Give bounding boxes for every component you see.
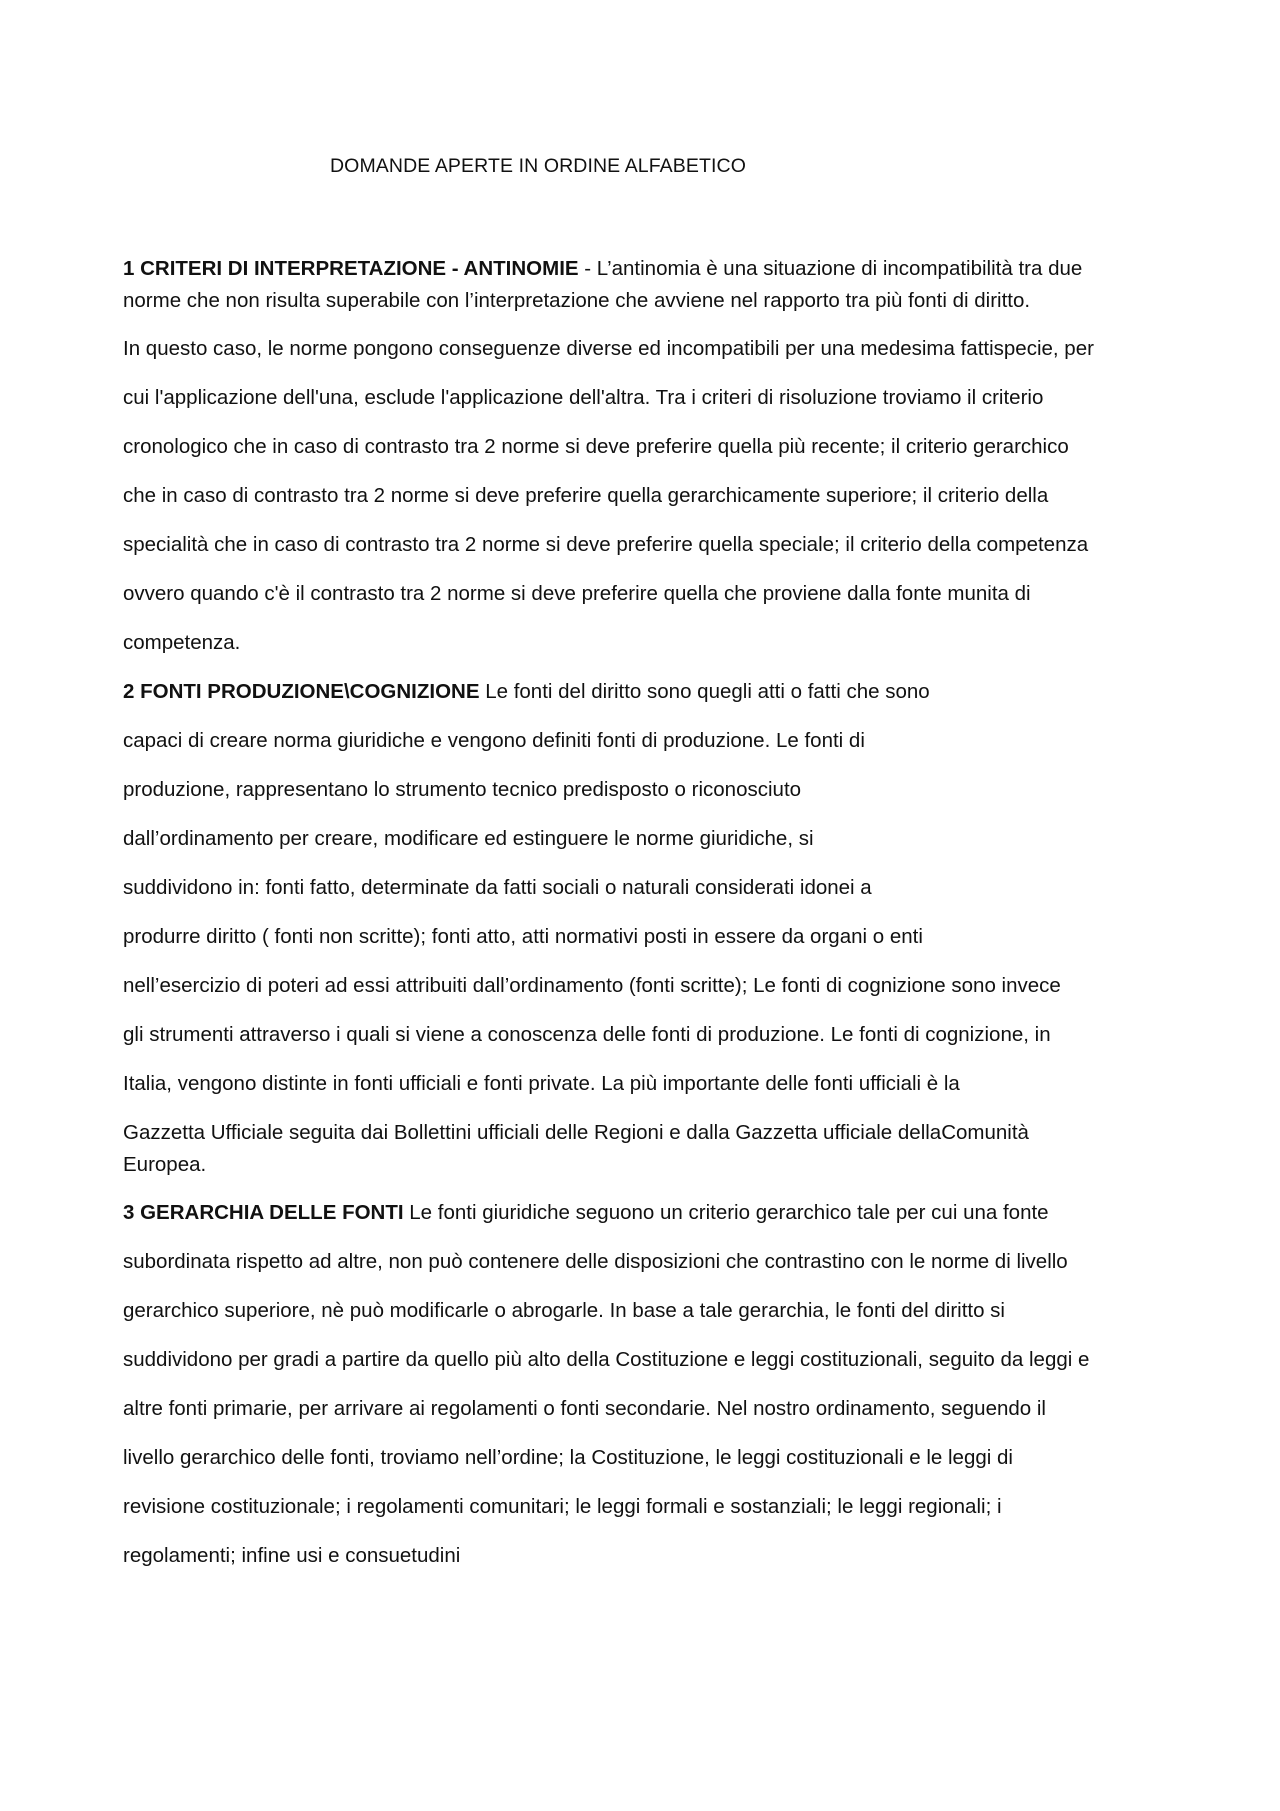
section-3-line-3: suddividono per gradi a partire da quello più alto della Costituzione e leggi costituzionali, seguito da leggi e: [123, 1348, 1090, 1371]
section-2-line-10: Europea.: [123, 1153, 207, 1176]
section-2-line-4: suddividono in: fonti fatto, determinate da fatti sociali o naturali considerati idonei a: [123, 876, 872, 899]
section-1-line-0: - L’antinomia è una situazione di incompatibilità tra due: [578, 257, 1083, 280]
section-3-line-1: subordinata rispetto ad altre, non può contenere delle disposizioni che contrastino con le norme di livello: [123, 1250, 1068, 1273]
section-3-line-5: livello gerarchico delle fonti, troviamo nell’ordine; la Costituzione, le leggi costituzionali e le leggi di: [123, 1446, 1013, 1469]
section-2-line-2: produzione, rappresentano lo strumento tecnico predisposto o riconosciuto: [123, 778, 802, 801]
section-1-line-6: specialità che in caso di contrasto tra 2 norme si deve preferire quella speciale; il criterio della competenza: [123, 533, 1089, 556]
section-3-heading: 3 GERARCHIA DELLE FONTI: [123, 1201, 404, 1224]
section-1-line-8: competenza.: [123, 631, 241, 654]
section-1-heading: 1 CRITERI DI INTERPRETAZIONE - ANTINOMIE: [123, 257, 579, 280]
section-2-line-0: Le fonti del diritto sono quegli atti o fatti che sono: [479, 680, 930, 703]
section-1-line-4: cronologico che in caso di contrasto tra 2 norme si deve preferire quella più recente; il criterio gerarchico: [123, 435, 1069, 458]
section-2-line-7: gli strumenti attraverso i quali si viene a conoscenza delle fonti di produzione. Le fonti di cognizione, in: [123, 1023, 1051, 1046]
section-1-line-3: cui l'applicazione dell'una, esclude l'applicazione dell'altra. Tra i criteri di risoluzione troviamo il criterio: [123, 386, 1044, 409]
section-1-line-1: norme che non risulta superabile con l’interpretazione che avviene nel rapporto tra più fonti di diritto.: [123, 289, 1031, 312]
section-3-line-2: gerarchico superiore, nè può modificarle o abrogarle. In base a tale gerarchia, le fonti del diritto si: [123, 1299, 1005, 1322]
section-2-line-3: dall’ordinamento per creare, modificare ed estinguere le norme giuridiche, si: [123, 827, 814, 850]
section-3-first-line: [123, 1200, 1049, 1226]
section-2-heading: 2 FONTI PRODUZIONE\COGNIZIONE: [123, 680, 480, 703]
section-3-line-7: regolamenti; infine usi e consuetudini: [123, 1544, 461, 1567]
section-2-line-5: produrre diritto ( fonti non scritte); fonti atto, atti normativi posti in essere da organi o enti: [123, 925, 923, 948]
section-3-line-6: revisione costituzionale; i regolamenti comunitari; le leggi formali e sostanziali; le leggi regionali; i: [123, 1495, 1002, 1518]
section-3-line-4: altre fonti primarie, per arrivare ai regolamenti o fonti secondarie. Nel nostro ordinamento, seguendo il: [123, 1397, 1046, 1420]
section-1-first-line: [123, 256, 1082, 282]
section-3-line-0: Le fonti giuridiche seguono un criterio gerarchico tale per cui una fonte: [403, 1201, 1049, 1224]
section-1-line-2: In questo caso, le norme pongono conseguenze diverse ed incompatibili per una medesima fattispecie, per: [123, 337, 1094, 360]
section-2-line-1: capaci di creare norma giuridiche e vengono definiti fonti di produzione. Le fonti di: [123, 729, 865, 752]
section-2-first-line: [123, 679, 930, 705]
section-1-line-5: che in caso di contrasto tra 2 norme si deve preferire quella gerarchicamente superiore; il criterio della: [123, 484, 1049, 507]
section-2-line-6: nell’esercizio di poteri ad essi attribuiti dall’ordinamento (fonti scritte); Le fonti di cognizione sono invece: [123, 974, 1061, 997]
section-2-line-9: Gazzetta Ufficiale seguita dai Bollettini ufficiali delle Regioni e dalla Gazzetta ufficiale dellaComunità: [123, 1121, 1029, 1144]
document-title: DOMANDE APERTE IN ORDINE ALFABETICO: [330, 155, 746, 177]
section-1-line-7: ovvero quando c'è il contrasto tra 2 norme si deve preferire quella che proviene dalla fonte munita di: [123, 582, 1031, 605]
section-2-line-8: Italia, vengono distinte in fonti ufficiali e fonti private. La più importante delle fonti ufficiali è la: [123, 1072, 960, 1095]
